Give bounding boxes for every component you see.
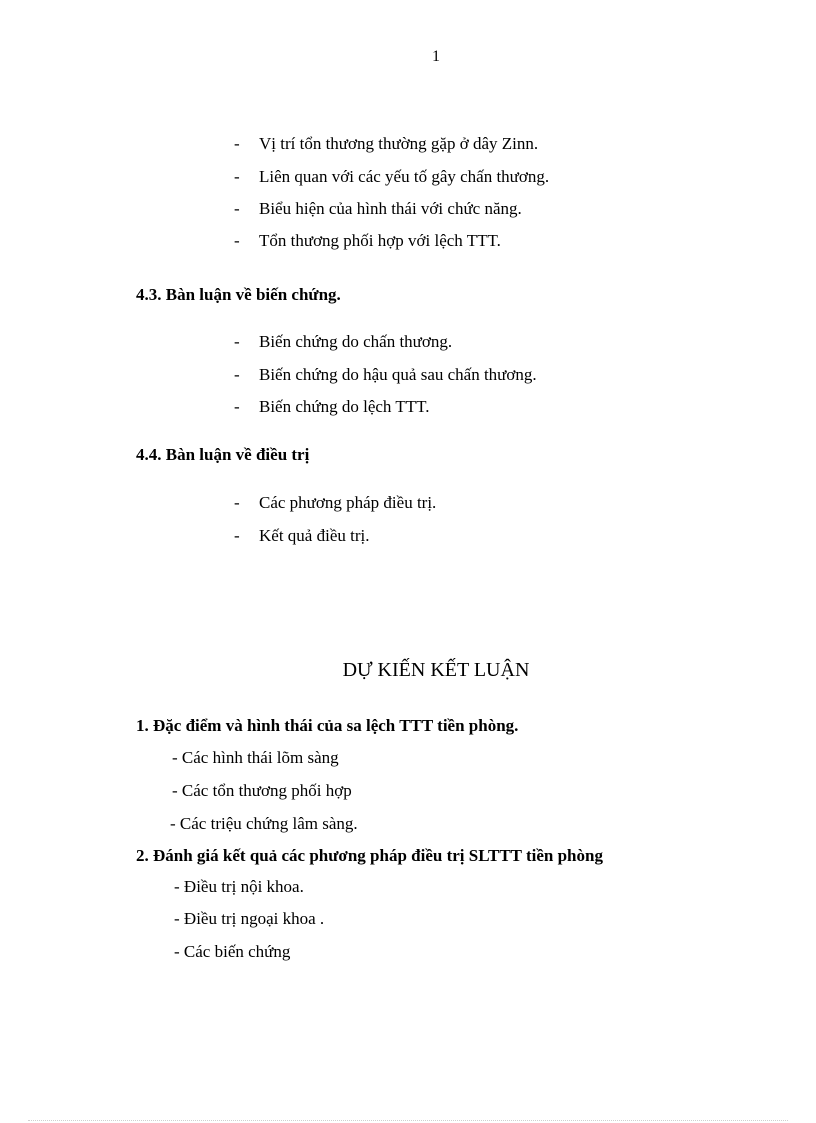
list-item-text: Biến chứng do hậu quả sau chấn thương.: [259, 365, 537, 384]
section-heading-4-4: 4.4. Bàn luận về điều trị: [136, 445, 310, 464]
list-item-text: Liên quan với các yếu tố gây chấn thương.: [259, 167, 550, 186]
list-item-text: Tổn thương phối hợp với lệch TTT.: [259, 231, 501, 250]
list-item: - Liên quan với các yếu tố gây chấn thương.: [234, 167, 550, 186]
list-item: - Biến chứng do chấn thương.: [234, 332, 453, 351]
list-item: - Biến chứng do hậu quả sau chấn thương.: [234, 365, 537, 384]
conclusion-point-2-heading: 2. Đánh giá kết quả các phương pháp điều trị SLTTT tiền phòng: [136, 846, 603, 865]
list-item: - Biểu hiện của hình thái với chức năng.: [234, 199, 522, 218]
list-item-text: Kết quả điều trị.: [259, 526, 370, 545]
list-item: - Tổn thương phối hợp với lệch TTT.: [234, 231, 501, 250]
page-number: 1: [432, 48, 440, 65]
list-item-text: Biến chứng do lệch TTT.: [259, 397, 430, 416]
list-item: - Điều trị nội khoa.: [174, 877, 304, 896]
list-item: - Các phương pháp điều trị.: [234, 493, 437, 512]
list-item: - Các biến chứng: [174, 942, 291, 961]
list-item-text: Biểu hiện của hình thái với chức năng.: [259, 199, 522, 218]
list-item: - Biến chứng do lệch TTT.: [234, 397, 430, 416]
list-item-text: Các phương pháp điều trị.: [259, 493, 437, 512]
footer-divider: [28, 1120, 788, 1121]
list-item: - Điều trị ngoại khoa .: [174, 909, 325, 928]
conclusion-title: DỰ KIẾN KẾT LUẬN: [342, 659, 530, 681]
list-item: - Kết quả điều trị.: [234, 526, 370, 545]
list-item: - Các tổn thương phối hợp: [172, 781, 352, 800]
section-heading-4-3: 4.3. Bàn luận về biến chứng.: [136, 285, 341, 304]
list-item: - Các triệu chứng lâm sàng.: [170, 814, 358, 833]
list-item-text: Biến chứng do chấn thương.: [259, 332, 453, 351]
list-item-text: Vị trí tổn thương thường gặp ở dây Zinn.: [259, 134, 539, 153]
list-item: - Các hình thái lõm sàng: [172, 748, 339, 767]
list-item: - Vị trí tổn thương thường gặp ở dây Zinn.: [234, 134, 539, 153]
conclusion-point-1-heading: 1. Đặc điểm và hình thái của sa lệch TTT tiền phòng.: [136, 716, 519, 735]
